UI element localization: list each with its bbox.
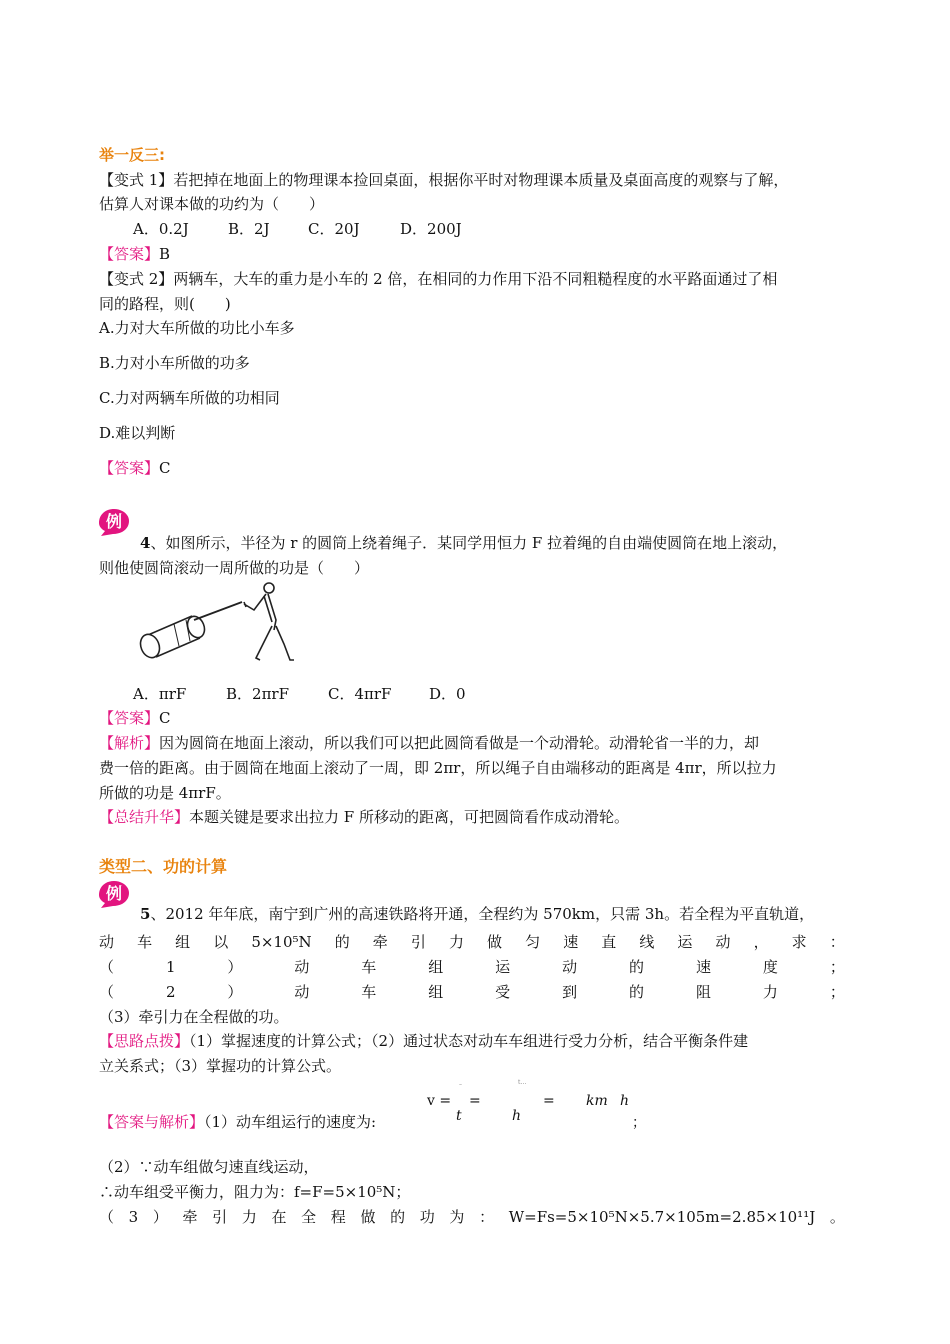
- example5-row4-cell: 车: [361, 983, 377, 1001]
- example5-answer-line4-cell: 程: [330, 1208, 346, 1226]
- example5-answer-text1: （1）动车组运行的速度为:: [204, 1113, 377, 1131]
- variant1-option-c: C．20J: [308, 220, 360, 238]
- variant2-option-b: B.力对小车所做的功多: [99, 354, 250, 372]
- variant1-option-d: D．200J: [400, 220, 462, 238]
- example5-row4-cell: 动: [294, 983, 310, 1001]
- example5-answer-line4-cell: 的: [390, 1208, 406, 1226]
- variant1-option-b: B．2J: [228, 220, 270, 238]
- example5-answer-line4-cell: ：: [479, 1208, 495, 1226]
- example5-row4-cell: 阻: [695, 983, 711, 1001]
- formula-v: v =: [427, 1093, 452, 1109]
- example5-row4-cell: 的: [629, 983, 645, 1001]
- formula-t: t: [456, 1108, 462, 1124]
- example4-answer-tag: 【答案】: [99, 709, 160, 727]
- example5-row2-cell: 力: [448, 933, 464, 951]
- example5-row3-cell: （: [99, 958, 115, 976]
- example5-row3-cell: 组: [428, 958, 444, 976]
- example5-row2-cell: 线: [639, 933, 655, 951]
- example-badge-label: 例: [105, 512, 123, 531]
- example5-row2-cell: 以: [213, 933, 229, 951]
- example4-number: 4: [140, 534, 151, 552]
- example5-answer-line1: [99, 1112, 376, 1132]
- formula-km: km: [586, 1093, 608, 1109]
- example5-row3-cell: 动: [294, 958, 310, 976]
- formula-faint-mark: t…: [518, 1079, 527, 1086]
- variant1-answer: [99, 244, 170, 264]
- example5-row4-cell: 到: [562, 983, 578, 1001]
- example5-row3-cell: 运: [495, 958, 511, 976]
- example5-row2-cell: 做: [487, 933, 503, 951]
- example4-analysis-line3: 所做的功是 4πrF。: [99, 784, 231, 802]
- example4-analysis-line2: 费一倍的距离。由于圆筒在地面上滚动了一周，即 2πr，所以绳子自由端移动的距离是 4πr，所以拉力: [99, 759, 777, 777]
- example5-number: 5: [140, 905, 151, 923]
- example5-row4-cell: （: [99, 983, 115, 1001]
- formula-faint-mark: –: [459, 1081, 462, 1088]
- example5-row4-cell: 力: [762, 983, 778, 1001]
- example5-answer-line3: ∴动车组受平衡力，阻力为：f=F=5×10⁵N；: [99, 1183, 411, 1201]
- variant2-option-d: D.难以判断: [99, 424, 176, 442]
- example5-answer-line4-cell: 引: [212, 1208, 228, 1226]
- example5-row3-cell: ）: [227, 958, 243, 976]
- example5-answer-line4-cell: （: [99, 1208, 115, 1226]
- example5-row2-cell: 5×10⁵N: [251, 933, 312, 951]
- example5-row2-cell: 匀: [525, 933, 541, 951]
- example5-row2-cell: 速: [563, 933, 579, 951]
- example5-row4-cell: ）: [227, 983, 243, 1001]
- variant1-text-line1: 若把掉在地面上的物理课本捡回桌面，根据你平时对物理课本质量及桌面高度的观察与了解，: [173, 171, 789, 189]
- variant1-text-line2: 估算人对课本做的功约为（ ）: [99, 195, 325, 213]
- example5-answer-tag: 【答案与解析】: [99, 1113, 205, 1131]
- example5-row2-cell: 求: [791, 933, 807, 951]
- example4-option-c: C．4πrF: [328, 685, 392, 703]
- example5-answer-line4-cell: W=Fs=5×10⁵N×5.7×105m=2.85×10¹¹J: [508, 1208, 816, 1226]
- formula-semicolon: ；: [632, 1115, 646, 1131]
- example5-row3-cell: ；: [829, 958, 845, 976]
- example5-row4: [99, 982, 845, 1002]
- example4-option-b: B．2πrF: [226, 685, 290, 703]
- variant2-answer-value: C: [159, 459, 171, 477]
- example5-answer-line4: [99, 1207, 845, 1227]
- example5-row2-cell: 车: [137, 933, 153, 951]
- example4-text-line1: 、如图所示，半径为 r 的圆筒上绕着绳子．某同学用恒力 F 拉着绳的自由端使圆筒在地上滚动，: [150, 534, 788, 552]
- example5-answer-line4-cell: 。: [829, 1208, 845, 1226]
- example5-hint-tag: 【思路点拨】: [99, 1032, 190, 1050]
- example5-row3-cell: 动: [562, 958, 578, 976]
- formula-eq2: =: [543, 1093, 555, 1109]
- variant2-answer-tag: 【答案】: [99, 459, 160, 477]
- example5-row2-cell: 牵: [372, 933, 388, 951]
- example5-row2-cell: 组: [175, 933, 191, 951]
- example5-hint-line2: 立关系式；（3）掌握功的计算公式。: [99, 1057, 342, 1075]
- example4-summary: [99, 807, 629, 827]
- example5-row4-cell: 2: [165, 983, 176, 1001]
- example5-row3-cell: 速: [695, 958, 711, 976]
- example5-row4-cell: 组: [428, 983, 444, 1001]
- example5-row3-cell: 的: [629, 958, 645, 976]
- example4-options: [133, 684, 466, 704]
- variant1-answer-tag: 【答案】: [99, 245, 160, 263]
- example4-answer-value: C: [159, 709, 171, 727]
- example5-row3: [99, 957, 845, 977]
- example-badge-icon: [97, 879, 131, 909]
- example5-hint-line1: [99, 1031, 748, 1051]
- variant2-text-line2: 同的路程，则( ): [99, 295, 231, 313]
- type2-title: 类型二、功的计算: [99, 857, 228, 876]
- example5-answer-line4-cell: ）: [152, 1208, 168, 1226]
- example5-row2-cell: 运: [677, 933, 693, 951]
- example5-row2-cell: 动: [715, 933, 731, 951]
- example5-answer-line4-cell: 全: [301, 1208, 317, 1226]
- example5-row2-cell: 动: [99, 933, 115, 951]
- example5-row3-cell: 度: [762, 958, 778, 976]
- variant2-option-c: C.力对两辆车所做的功相同: [99, 389, 280, 407]
- example5-row3-cell: 车: [361, 958, 377, 976]
- example4-answer: [99, 708, 171, 728]
- example5-question3: （3）牵引力在全程做的功。: [99, 1008, 289, 1026]
- variant2-answer: [99, 458, 171, 478]
- example5-row2-cell: 的: [334, 933, 350, 951]
- example5-answer-line4-cell: 在: [271, 1208, 287, 1226]
- example5-row4-cell: ；: [829, 983, 845, 1001]
- variant1-tag: 【变式 1】: [99, 171, 174, 189]
- example5-question: [140, 904, 814, 924]
- variant1-options: [133, 219, 462, 239]
- example5-hint-text1: （1）掌握速度的计算公式；（2）通过状态对动车车组进行受力分析，结合平衡条件建: [189, 1032, 749, 1050]
- variant2-tag: 【变式 2】: [99, 270, 174, 288]
- cylinder-rolling-figure: [126, 580, 298, 668]
- example5-row3-cell: 1: [165, 958, 176, 976]
- example5-row2-cell: ，: [753, 933, 769, 951]
- section-title: 举一反三:: [99, 146, 165, 164]
- example4-question: [140, 533, 787, 553]
- example4-summary-tag: 【总结升华】: [99, 808, 190, 826]
- example5-answer-line2: （2）∵动车组做匀速直线运动，: [99, 1158, 319, 1176]
- example5-answer-line4-cell: 3: [128, 1208, 139, 1226]
- formula-h2: h: [620, 1093, 630, 1109]
- example5-answer-line4-cell: 牵: [182, 1208, 198, 1226]
- example5-row2-cell: ：: [829, 933, 845, 951]
- variant1-question: [99, 170, 788, 190]
- example5-row4-cell: 受: [495, 983, 511, 1001]
- example4-summary-text: 本题关键是要求出拉力 F 所移动的距离，可把圆筒看作成动滑轮。: [189, 808, 629, 826]
- variant1-option-a: A．0.2J: [133, 220, 189, 238]
- example5-answer-line4-cell: 做: [360, 1208, 376, 1226]
- example5-text-line1: 、2012 年年底，南宁到广州的高速铁路将开通，全程约为 570km，只需 3h。若全程为平直轨道，: [150, 905, 815, 923]
- example4-text-line2: 则他使圆筒滚动一周所做的功是（ ）: [99, 559, 370, 577]
- formula-h: h: [512, 1108, 522, 1124]
- variant2-question: [99, 269, 777, 289]
- example5-answer-line4-cell: 功: [419, 1208, 435, 1226]
- example4-option-d: D．0: [429, 685, 466, 703]
- example5-row2-cell: 引: [410, 933, 426, 951]
- example5-answer-line4-cell: 力: [241, 1208, 257, 1226]
- variant2-option-a: A.力对大车所做的功比小车多: [99, 319, 295, 337]
- example-badge-icon: [97, 507, 131, 537]
- example5-row2-cell: 直: [601, 933, 617, 951]
- example-badge-label: 例: [105, 884, 123, 903]
- variant1-answer-value: B: [159, 245, 171, 263]
- example4-analysis-line1: [99, 733, 759, 753]
- example4-analysis-text1: 因为圆筒在地面上滚动，所以我们可以把此圆筒看做是一个动滑轮。动滑轮省一半的力，却: [159, 734, 760, 752]
- variant2-text-line1: 两辆车，大车的重力是小车的 2 倍，在相同的力作用下沿不同粗糙程度的水平路面通过了相: [173, 270, 778, 288]
- formula-eq1: =: [469, 1093, 481, 1109]
- example4-analysis-tag: 【解析】: [99, 734, 160, 752]
- example5-row2: [99, 932, 845, 952]
- example5-answer-line4-cell: 为: [449, 1208, 465, 1226]
- example4-option-a: A．πrF: [133, 685, 187, 703]
